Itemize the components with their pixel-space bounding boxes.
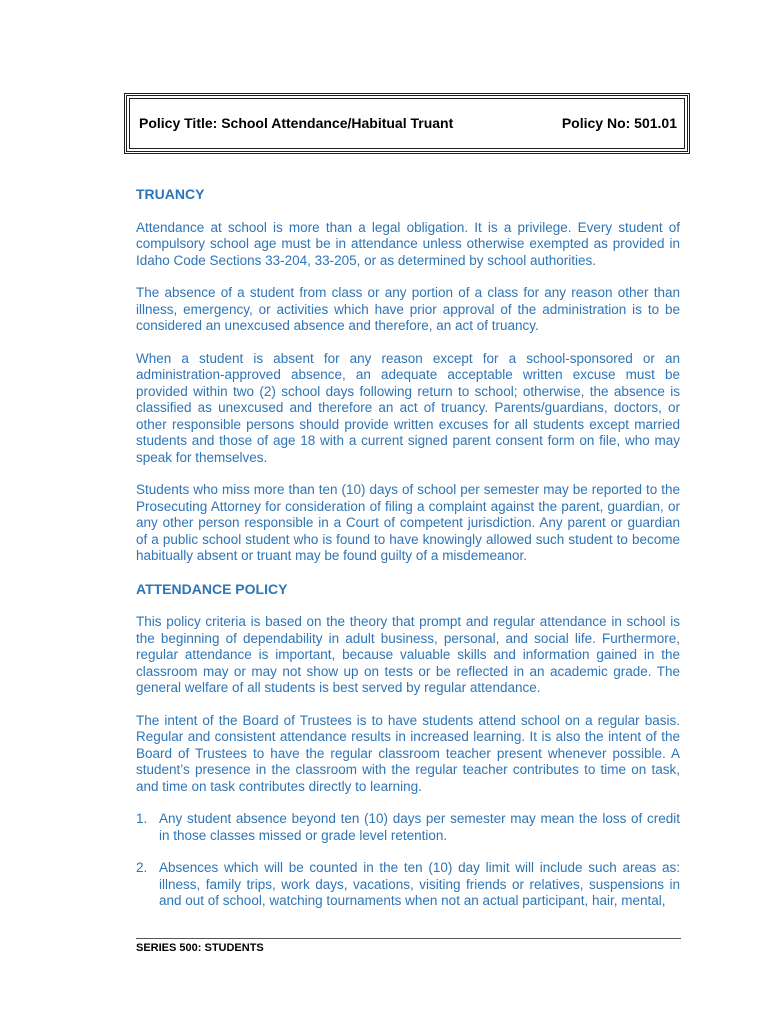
attendance-paragraph-2: The intent of the Board of Trustees is to have students attend school on a regular basis. Regular and consistent attendance results in increased learning. It is also the intent of the Board of Trustees to have the regular classroom teacher present whenever possible. A student’s presence in the classroom with the regular teacher contributes to time on task, and time on task contributes directly to learning.	[136, 712, 680, 794]
list-item-number: 2.	[136, 860, 148, 875]
attendance-rules-list	[136, 811, 680, 910]
policy-header-box	[124, 93, 690, 154]
policy-title: Policy Title: School Attendance/Habitual Truant	[139, 115, 454, 131]
footer-divider	[136, 938, 681, 939]
list-item-text: Any student absence beyond ten (10) days per semester may mean the loss of credit in those classes missed or grade level retention.	[159, 811, 680, 843]
truancy-paragraph-4: Students who miss more than ten (10) days of school per semester may be reported to the Prosecuting Attorney for consideration of filing a complaint against the parent, guardian, or any other person responsible in a Court of competent jurisdiction. Any parent or guardian of a public school student who is found to have knowingly allowed such student to become habitually absent or truant may be found guilty of a misdemeanor.	[136, 482, 680, 563]
truancy-heading: TRUANCY	[136, 186, 205, 202]
attendance-paragraph-1: This policy criteria is based on the theory that prompt and regular attendance in school is the beginning of dependability in adult business, personal, and social life. Furthermore, regular attendance is important, because valuable skills and information gained in the classroom may or may not show up on tests or be reflected in an academic grade. The general welfare of all students is best served by regular attendance.	[136, 614, 680, 695]
footer-series-label: SERIES 500: STUDENTS	[136, 942, 264, 954]
list-item	[136, 860, 680, 910]
list-item	[136, 811, 680, 844]
attendance-policy-heading: ATTENDANCE POLICY	[136, 580, 288, 597]
policy-number: Policy No: 501.01	[561, 115, 677, 131]
document-body	[136, 186, 680, 926]
truancy-paragraph-2: The absence of a student from class or any portion of a class for any reason other than illness, emergency, or activities which have prior approval of the administration is to be considered an unexcused absence and therefore, an act of truancy.	[136, 285, 680, 333]
list-item-text: Absences which will be counted in the ten (10) day limit will include such areas as: illness, family trips, work days, vacations, visiting friends or relatives, suspensions in and out of school, watching tournaments when not an actual participant, hair, mental,	[159, 860, 680, 908]
list-item-number: 1.	[136, 811, 148, 826]
truancy-paragraph-1: Attendance at school is more than a legal obligation. It is a privilege. Every student of compulsory school age must be in attendance unless otherwise exempted as provided in Idaho Code Sections 33-204, 33-205, or as determined by school authorities.	[136, 219, 680, 268]
truancy-paragraph-3: When a student is absent for any reason except for a school-sponsored or an administration-approved absence, an adequate acceptable written excuse must be provided within two (2) school days following return to school; otherwise, the absence is classified as unexcused and therefore an act of truancy. Parents/guardians, doctors, or other responsible persons should provide written excuses for all students except married students and those of age 18 with a current signed parent consent form on file, who may speak for themselves.	[136, 350, 680, 465]
